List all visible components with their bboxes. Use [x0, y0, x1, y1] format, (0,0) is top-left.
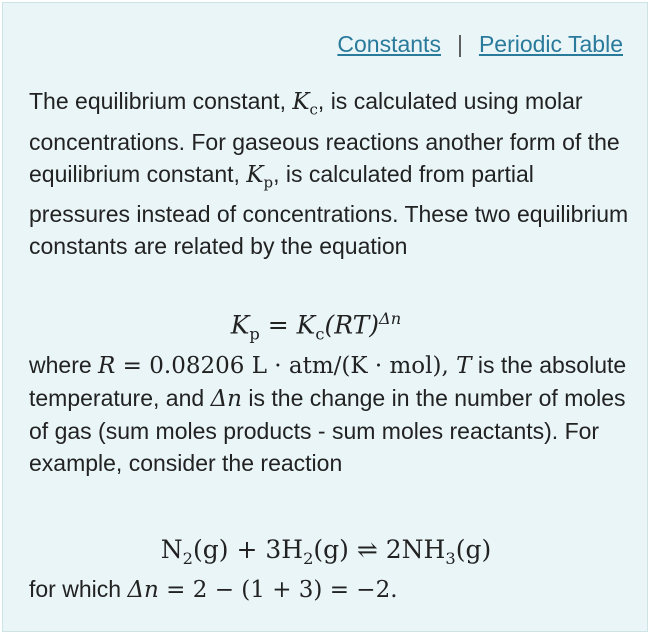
explanation-paragraph: where R = 0.08206 L · atm/(K · mol), T is the absolute temperature, and Δn is the change in the number of moles of gas (sum moles products - sum moles reactants). For example, consider the reaction — [29, 352, 627, 476]
info-panel — [2, 2, 648, 632]
top-links — [337, 31, 623, 58]
periodic-table-link[interactable]: Periodic Table — [478, 31, 623, 57]
link-separator: | — [456, 31, 463, 57]
intro-paragraph: The equilibrium constant, $K_c$, is calculated using molar concentrations. For gaseous reactions another form of the equilibrium constant, $K_p$, is calculated from partial pressures instead of concentrations. These two equilibrium constants are related by the equation — [29, 88, 629, 260]
constants-link[interactable]: Constants — [337, 31, 441, 57]
ammonia-reaction-equation: $N_2(g) + 3H_2(g)$ ⇌ $2NH_3(g)$ — [160, 535, 492, 568]
conclusion-paragraph: for which Δn = 2 − (1 + 3) = −2. — [29, 576, 398, 603]
kp-kc-equation: $K_p = K_c(RT)^{\Delta n}$ — [230, 309, 402, 344]
